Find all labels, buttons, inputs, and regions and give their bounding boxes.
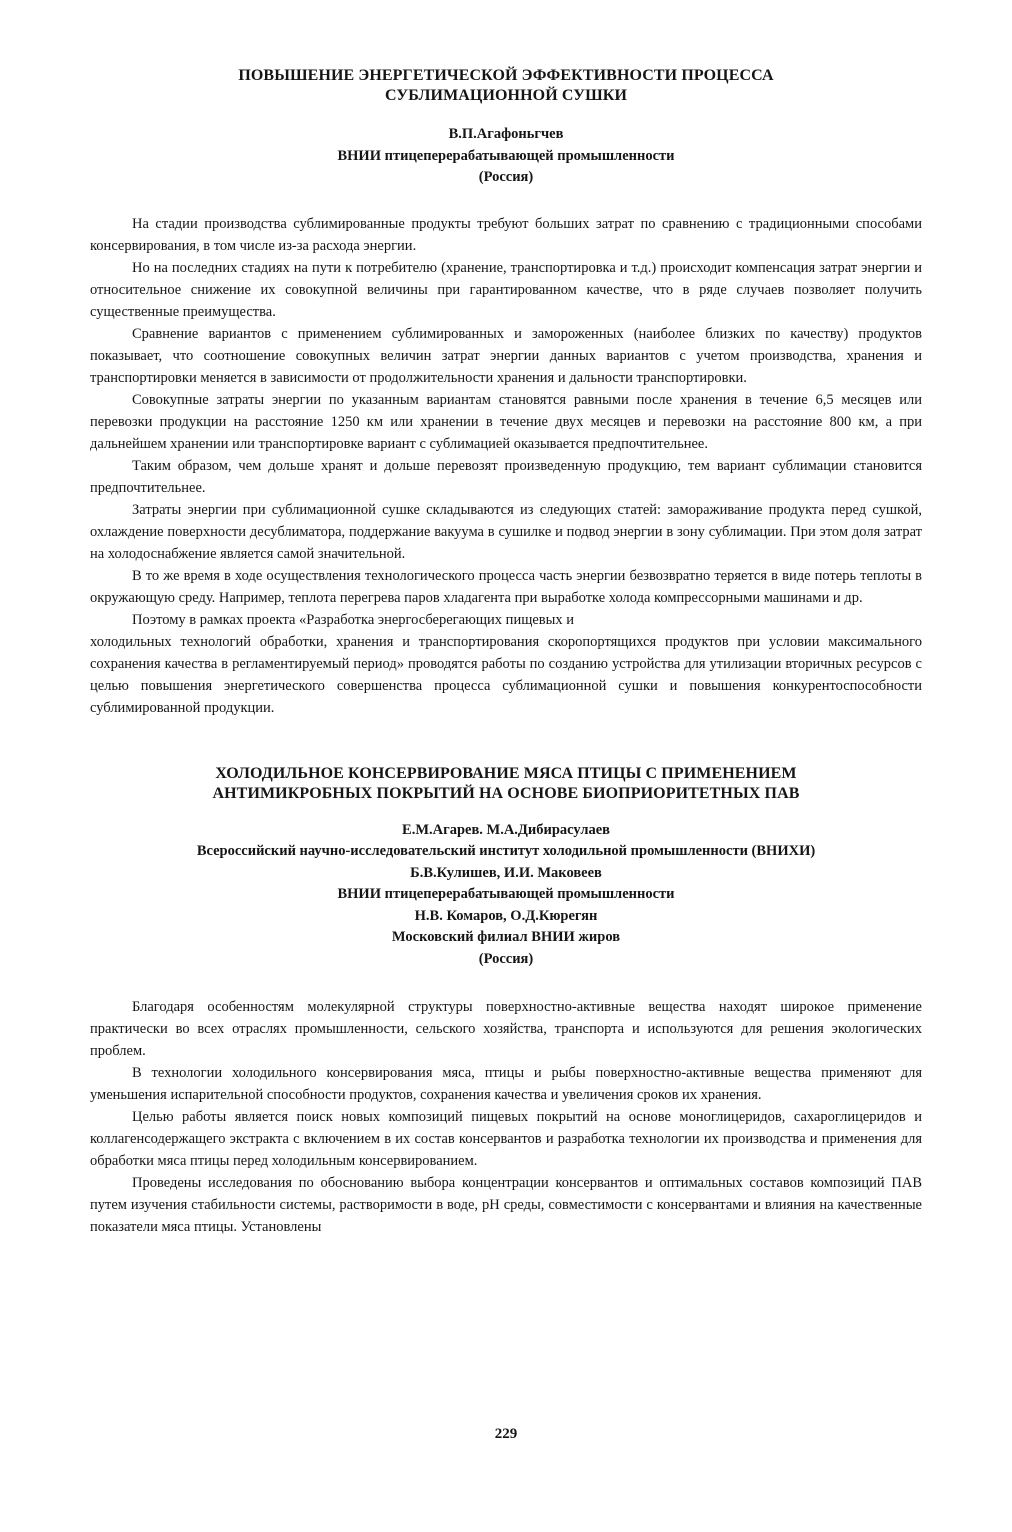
paragraph: Сравнение вариантов с применением сублимированных и замороженных (наиболее близких по качеству) продуктов показывает, что соотношение совокупных величин затрат энергии данных вариантов с учетом производства, хранения и транспортировки меняется в зависимости от продолжительности хранения и дальности транспортировки. <box>90 325 922 386</box>
paragraph: В то же время в ходе осуществления технологического процесса часть энергии безвозвратно теряется в виде потерь теплоты в окружающую среду. Например, теплота перегрева паров хладагента при выработке холода компрессорными машинами и др. <box>90 567 922 606</box>
article-1-title <box>90 66 922 106</box>
affiliation-line: Московский филиал ВНИИ жиров <box>391 929 621 945</box>
article-2 <box>90 764 922 1239</box>
paragraph: На стадии производства сублимированные продукты требуют больших затрат по сравнению с традиционными способами консервирования, в том числе из-за расхода энергии. <box>90 215 922 254</box>
paragraph: Таким образом, чем дольше хранят и дольше перевозят произведенную продукцию, тем вариант сублимации становится предпочтительнее. <box>90 457 922 496</box>
paragraph: холодильных технологий обработки, хранения и транспортирования скоропортящихся продуктов при условии максимального сохранения качества в регламентируемый период» проводятся работы по созданию устройства для утилизации вторичных ресурсов с целью повышения энергетического совершенства процесса сублимационной сушки и повышения конкурентоспособности сублимированной продукции. <box>90 633 922 716</box>
paragraph: Проведены исследования по обоснованию выбора концентрации консервантов и оптимальных составов композиций ПАВ путем изучения стабильности системы, растворимости в воде, pH среды, совместимости с консервантами и влияния на качественные показатели мяса птицы. Установлены <box>90 1175 922 1235</box>
paragraph: Поэтому в рамках проекта «Разработка энергосберегающих пищевых и <box>132 611 575 628</box>
authors-line: Б.В.Кулишев, И.И. Маковеев <box>410 864 602 881</box>
country-line: (Россия) <box>478 950 534 967</box>
paragraph: Затраты энергии при сублимационной сушке складываются из следующих статей: замораживание продукта перед сушкой, охлаждение поверхности десублиматора, поддержание вакуума в сушилке и подвод энергии в зону сублимации. При этом доля затрат на холодоснабжение является самой значительной. <box>90 501 922 562</box>
title-line: ПОВЫШЕНИЕ ЭНЕРГЕТИЧЕСКОЙ ЭФФЕКТИВНОСТИ ПРОЦЕССА <box>238 67 774 84</box>
title-line: СУБЛИМАЦИОННОЙ СУШКИ <box>384 87 628 104</box>
article-2-body <box>90 996 922 1238</box>
article-2-title <box>90 764 922 804</box>
paragraph: Но на последних стадиях на пути к потребителю (хранение, транспортировка и т.д.) происходит компенсация затрат энергии и относительное снижение их совокупной величины при гарантированном качестве, что в ряде случаев позволяет получить существенные преимущества. <box>90 259 922 320</box>
article-1-author: В.П.Агафоньгчев <box>448 126 564 142</box>
page-content <box>90 66 922 1238</box>
article-1-country: (Россия) <box>478 169 534 185</box>
article-1 <box>90 66 922 719</box>
authors-line: Н.В. Комаров, О.Д.Кюрегян <box>414 907 598 924</box>
affiliation-line: Всероссийский научно-исследовательский институт холодильной промышленности (ВНИХИ) <box>196 843 816 859</box>
affiliation-line: ВНИИ птицеперерабатывающей промышленности <box>337 886 675 902</box>
paragraph: В технологии холодильного консервирования мяса, птицы и рыбы поверхностно-активные вещества применяют для уменьшения испарительной способности продуктов, сохранения качества и увеличения сроков их хранения. <box>90 1065 922 1103</box>
article-1-body <box>90 213 922 719</box>
authors-line: Е.М.Агарев. М.А.Дибирасулаев <box>402 821 610 838</box>
article-2-authors-block <box>90 820 922 971</box>
paragraph: Целью работы является поиск новых композиций пищевых покрытий на основе моноглицеридов, сахароглицеридов и коллагенсодержащего экстракта с включением в их состав консервантов и разработка технологии их производства и применения для обработки мяса птицы перед холодильным консервированием. <box>90 1109 922 1169</box>
paragraph: Совокупные затраты энергии по указанным вариантам становятся равными после хранения в течение 6,5 месяцев или перевозки продукции на расстояние 1250 км или хранении в течение двух месяцев и перевозки на расстояние 800 км, а при дальнейшем хранении или транспортировке вариант с сублимацией оказывается предпочтительнее. <box>90 391 922 452</box>
title-line: АНТИМИКРОБНЫХ ПОКРЫТИЙ НА ОСНОВЕ БИОПРИОРИТЕТНЫХ ПАВ <box>212 784 800 802</box>
article-1-affiliation: ВНИИ птицеперерабатывающей промышленности <box>337 147 675 164</box>
title-line: ХОЛОДИЛЬНОЕ КОНСЕРВИРОВАНИЕ МЯСА ПТИЦЫ С ПРИМЕНЕНИЕМ <box>215 764 797 782</box>
paragraph: Благодаря особенностям молекулярной структуры поверхностно-активные вещества находят широкое применение практически во всех отраслях промышленности, сельского хозяйства, транспорта и используются для решения экологических проблем. <box>90 999 922 1059</box>
page-number: 229 <box>494 1426 518 1442</box>
